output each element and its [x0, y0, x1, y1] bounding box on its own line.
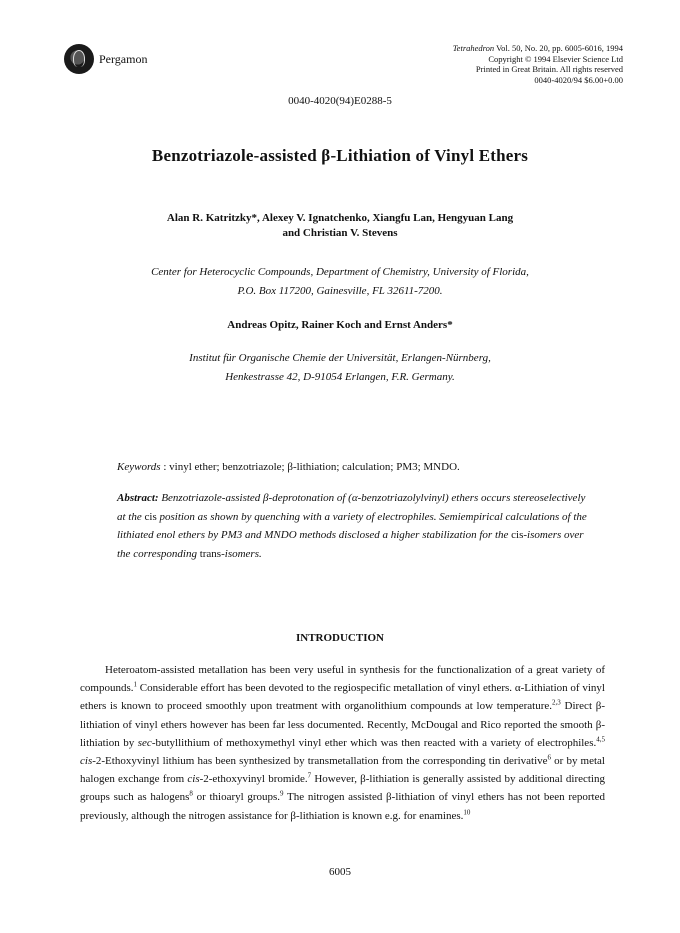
intro-sec-italic: sec [137, 736, 152, 749]
printed-line: Printed in Great Britain. All rights reserved [475, 64, 623, 74]
introduction-body [80, 661, 605, 825]
ref-superscript: 2,3 [552, 698, 561, 707]
ref-superscript: 7 [307, 771, 312, 780]
introduction-paragraph [80, 661, 605, 825]
price-code: 0040-4020/94 $6.00+0.00 [534, 74, 623, 85]
author-list-1 [0, 211, 680, 241]
affiliation-1-line-2: P.O. Box 117200, Gainesville, FL 32611-7200. [237, 285, 443, 297]
intro-text-7: -2-ethoxyvinyl bromide. [199, 773, 308, 786]
ref-superscript: 9 [280, 789, 284, 798]
intro-text-10: The nitrogen assisted β-lithiation of vinyl ethers has not been reported previously, although the nitrogen assistance for β-lithiation is known e.g. for enamines. [80, 791, 605, 822]
journal-citation [453, 43, 623, 54]
intro-text-2: Considerable effort has been devoted to the regiospecific metallation of vinyl ethers. α-Lithiation of vinyl ethers is known to proceed smoothly upon treatment with organolithium compounds at low temperature. [80, 682, 605, 713]
abstract-cis-1: cis [144, 510, 157, 523]
abstract-text-3: -isomers over the corresponding [117, 529, 584, 560]
abstract-label: Abstract: [117, 492, 159, 504]
abstract-text-2: position as shown by quenching with a variety of electrophiles. Semiempirical calculations of the lithiated enol ethers by PM3 and MNDO methods disclosed a higher stabilization for the [117, 510, 587, 541]
intro-cis-italic: cis [187, 773, 200, 786]
affiliation-2-line-1: Institut für Organische Chemie der Universität, Erlangen-Nürnberg, [189, 352, 491, 364]
intro-text-6: or by metal halogen exchange from [80, 755, 605, 786]
paper-title: Benzotriazole-assisted β-Lithiation of Vinyl Ethers [151, 146, 529, 165]
intro-text-8: However, β-lithiation is generally assisted by additional directing groups such as halogens [80, 773, 605, 804]
ref-superscript: 8 [189, 789, 193, 798]
intro-text-5: -2-Ethoxyvinyl lithium has been synthesized by transmetallation from the corresponding tin derivative [92, 755, 548, 768]
keywords-label: Keywords [117, 461, 161, 473]
copyright-line: Copyright © 1994 Elsevier Science Ltd [488, 53, 623, 64]
affiliation-2-line-2: Henkestrasse 42, D-91054 Erlangen, F.R. Germany. [225, 371, 455, 383]
ref-superscript: 6 [547, 753, 552, 762]
affiliation-1 [0, 263, 680, 301]
keywords [117, 461, 460, 473]
abstract-text-4: -isomers. [221, 547, 262, 560]
affiliation-1-line-1: Center for Heterocyclic Compounds, Department of Chemistry, University of Florida, [151, 266, 529, 278]
affiliation-2 [0, 349, 680, 387]
author-list-2: Andreas Opitz, Rainer Koch and Ernst Anders* [227, 319, 453, 331]
intro-text-3: Direct β-lithiation of vinyl ethers however has been far less documented. Recently, McDougal and Rico reported the smooth β-lithiation by [80, 700, 605, 749]
journal-name: Tetrahedron [452, 43, 495, 53]
section-heading-introduction: INTRODUCTION [295, 632, 384, 644]
abstract-cis-2: cis [511, 529, 524, 541]
intro-text-4: -butyllithium of methoxymethyl vinyl ether which was then reacted with a variety of electrophiles. [151, 736, 597, 749]
intro-cis-italic: cis [80, 755, 93, 768]
publisher-name: Pergamon [99, 52, 148, 66]
document-id: 0040-4020(94)E0288-5 [288, 95, 392, 107]
abstract [117, 489, 587, 563]
journal-info [453, 43, 623, 85]
journal-details: Vol. 50, No. 20, pp. 6005-6016, 1994 [494, 43, 623, 53]
intro-text-1: Heteroatom-assisted metallation has been very useful in synthesis for the functionalization of a great variety of compounds. [80, 664, 605, 695]
author-line-2: and Christian V. Stevens [282, 227, 398, 239]
author-line-1: Alan R. Katritzky*, Alexey V. Ignatchenko, Xiangfu Lan, Hengyuan Lang [166, 212, 514, 224]
page-number: 6005 [329, 866, 351, 878]
intro-text-9: or thioaryl groups. [192, 791, 281, 804]
abstract-trans: trans [199, 547, 222, 560]
ref-superscript: 4,5 [596, 735, 605, 744]
ref-superscript: 1 [133, 680, 137, 689]
keywords-text: : vinyl ether; benzotriazole; β-lithiation; calculation; PM3; MNDO. [160, 461, 460, 473]
ref-superscript: 10 [463, 807, 471, 816]
abstract-text-1: Benzotriazole-assisted β-deprotonation of (α-benzotriazolylvinyl) ethers occurs stereoselectively at the [117, 492, 586, 523]
publisher-logo [64, 44, 94, 74]
